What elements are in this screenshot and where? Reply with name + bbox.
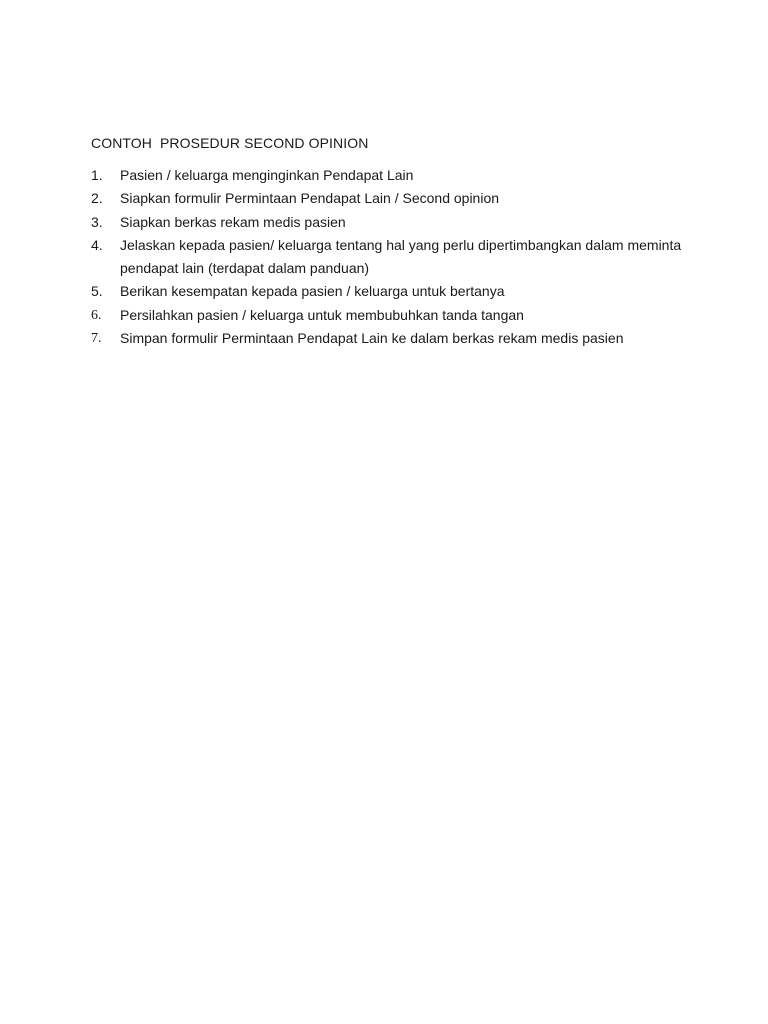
procedure-step (91, 234, 701, 281)
procedure-step (91, 187, 701, 210)
procedure-step (91, 327, 701, 350)
step-text: Pasien / keluarga menginginkan Pendapat Lain (120, 167, 414, 183)
procedure-steps-list (91, 164, 701, 350)
step-text: Persilahkan pasien / keluarga untuk membubuhkan tanda tangan (120, 306, 524, 323)
step-number: 3. (91, 213, 103, 230)
step-number: 4. (91, 236, 103, 253)
step-number: 2. (91, 190, 103, 207)
step-number: 5. (91, 283, 103, 300)
step-text: Jelaskan kepada pasien/ keluarga tentang hal yang perlu dipertimbangkan dalam meminta pendapat lain (terdapat dalam panduan) (120, 236, 682, 277)
procedure-step (91, 280, 701, 303)
procedure-step (91, 164, 701, 187)
procedure-step (91, 211, 701, 234)
step-number: 1. (91, 167, 103, 183)
procedure-step (91, 304, 701, 327)
step-text: Berikan kesempatan kepada pasien / keluarga untuk bertanya (120, 283, 505, 300)
step-number: 7. (91, 331, 102, 347)
step-text: Siapkan berkas rekam medis pasien (120, 213, 346, 230)
step-text: Simpan formulir Permintaan Pendapat Lain ke dalam berkas rekam medis pasien (120, 330, 624, 347)
step-text: Siapkan formulir Permintaan Pendapat Lain / Second opinion (120, 190, 500, 207)
step-number: 6. (91, 307, 102, 323)
document-title: CONTOH PROSEDUR SECOND OPINION (91, 135, 369, 151)
